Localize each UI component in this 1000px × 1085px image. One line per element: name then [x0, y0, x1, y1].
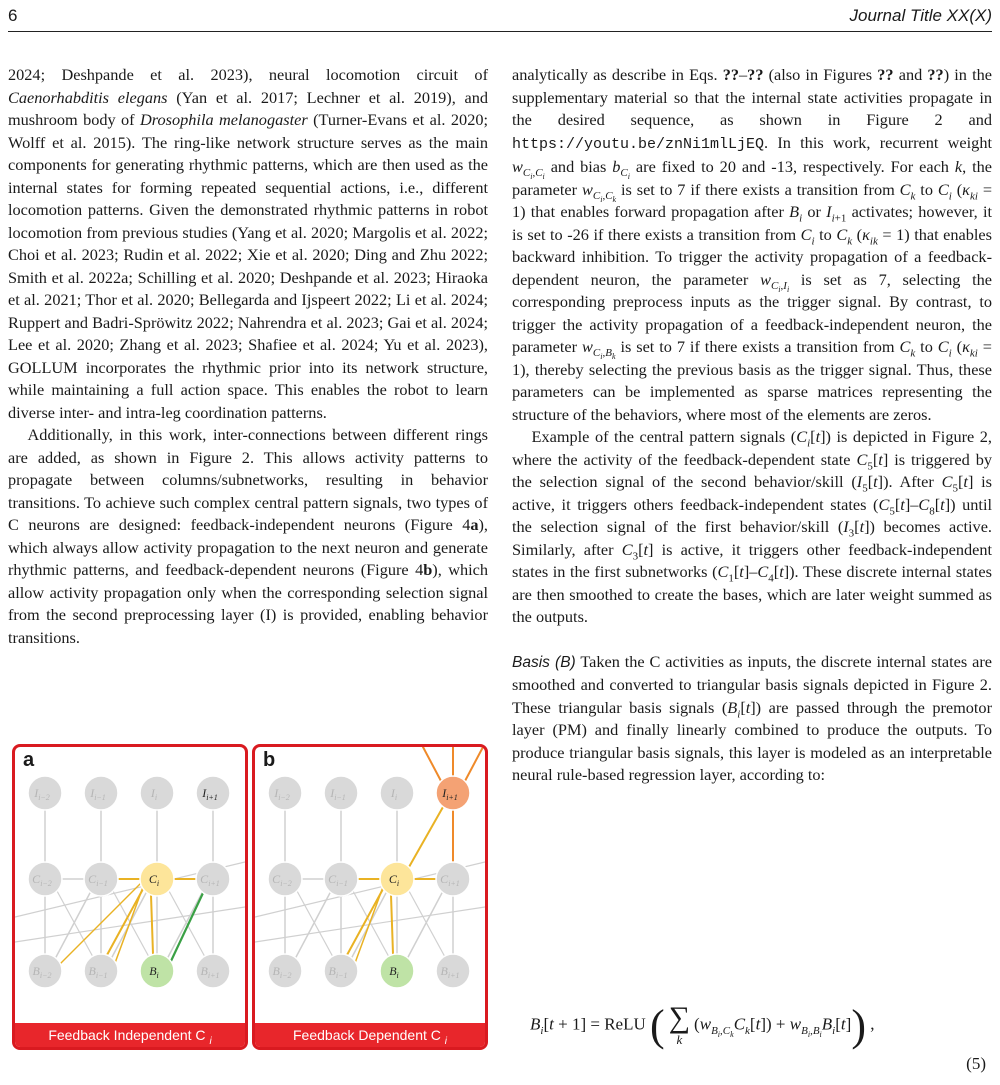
node-b — [140, 954, 174, 988]
panel-label-a: a — [23, 749, 35, 771]
link-c-b-diag — [297, 891, 333, 957]
link-b-c — [167, 891, 203, 959]
node-c — [84, 862, 118, 896]
node-i — [196, 776, 230, 810]
panel-feedback-independent — [12, 744, 248, 1050]
svg-text:Bi−2: $B_{i-2}$ — [272, 964, 292, 980]
link-orange — [423, 747, 441, 781]
svg-text:Bi−1: $B_{i-1}$ — [328, 964, 348, 980]
node-c — [268, 862, 302, 896]
node-i — [28, 776, 62, 810]
node-b — [28, 954, 62, 988]
svg-text:Bi: $B_i$ — [389, 964, 399, 980]
node-c — [140, 862, 174, 896]
svg-text:Ii: $I_i$ — [390, 786, 398, 802]
node-c — [196, 862, 230, 896]
svg-text:Ci−1: $C_{i-1}$ — [88, 872, 108, 888]
svg-text:Ii−2: $I_{i-2}$ — [274, 786, 290, 802]
link-highlight — [347, 889, 383, 955]
svg-text:Ci: $C_i$ — [388, 872, 400, 888]
journal-title: Journal Title XX(X) — [849, 6, 992, 25]
svg-text:Bi: $B_i$ — [149, 964, 159, 980]
svg-text:Ii−1: $I_{i-1}$ — [330, 786, 346, 802]
link-c-b-diag — [409, 891, 445, 957]
node-c — [380, 862, 414, 896]
svg-text:Ci−2: $C_{i-2}$ — [272, 872, 292, 888]
link-highlight — [391, 895, 393, 954]
link-b-c — [55, 891, 91, 959]
node-i — [140, 776, 174, 810]
node-b — [268, 954, 302, 988]
svg-text:Ii+1: $I_{i+1}$ — [202, 786, 218, 802]
equation-5 — [512, 986, 992, 1076]
section-heading-basis: Basis (B) — [512, 653, 576, 671]
svg-text:Bi−2: $B_{i-2}$ — [32, 964, 52, 980]
node-i — [380, 776, 414, 810]
link-highlight — [409, 807, 443, 867]
link-orange — [465, 747, 483, 781]
svg-text:Bi+1: $B_{i+1}$ — [440, 964, 460, 980]
node-i — [324, 776, 358, 810]
right-column — [512, 64, 992, 787]
caption-b-sub: i — [444, 1035, 447, 1047]
node-b — [196, 954, 230, 988]
page-header — [8, 2, 992, 30]
right-paragraph-2: Example of the central pattern signals $(C_i[t])$ is depicted in Figure 2, where the activity of the feedback-dependent state $C_5[t]$ is triggered by the selection signal of the second behavior/skill $(I_5[t])$. After $C_5[t]$ is active, it triggers others feedback-independent states $(C_5[t]-C_8[t])$ until the selection signal of the first behavior/skill $(I_3[t])$ becomes active. Similarly, after $C_3[t]$ is active, it triggers other feedback-independent states in the first subnetworks $(C_1[t]-C_4[t])$. These discrete internal states are then smoothed to create the bases, which are later weight summed as the outputs. — [512, 427, 993, 626]
caption-a-sub: i — [209, 1035, 212, 1047]
figure-4 — [8, 744, 488, 1048]
node-b — [324, 954, 358, 988]
right-paragraph-1: analytically as describe in Eqs. ??–?? (also in Figures ?? and ??) in the supplementary material so that the internal state activities propagate in the desired sequence, as shown in Figure 2 and https://youtu.be/znNi1mlLjEQ. In this work, recurrent weight $w_{C_i,C_i}$ and bias $b_{C_i}$ are fixed to 20 and -13, respectively. For each k, the parameter $w_{C_i,C_k}$ is set to 7 if there exists a transition from $C_k$ to $C_i$ $(\kappa_{ki} = 1)$ that enables forward propagation after $B_i$ or $I_{i+1}$ activates; however, it is set to -26 if there exists a transition from $C_i$ to $C_k$ $(\kappa_{ik} = 1)$ that enables backward inhibition. To trigger the activity propagation of a feedback-dependent neuron, the parameter $w_{C_i,I_i}$ is set as 7, selecting the corresponding preprocess inputs as the trigger signal. By contrast, to trigger the activity propagation of a feedback-independent neuron, the parameter $w_{C_i,B_k}$ is set to 7 if there exists a transition from $C_k$ to $C_i$ $(\kappa_{ki} = 1)$, thereby selecting the previous basis as the trigger signal. Thus, these parameters can be implemented as sparse matrices representing the structure of the behaviors, where most of the elements are zeros. — [512, 65, 992, 424]
link-c-b-diag — [57, 891, 93, 957]
svg-text:Bi+1: $B_{i+1}$ — [200, 964, 220, 980]
svg-text:Ci−1: $C_{i-1}$ — [328, 872, 348, 888]
node-i — [268, 776, 302, 810]
node-c — [436, 862, 470, 896]
svg-text:Bi−1: $B_{i-1}$ — [88, 964, 108, 980]
link-highlight — [355, 887, 383, 963]
node-c — [324, 862, 358, 896]
svg-text:Ci+1: $C_{i+1}$ — [200, 872, 220, 888]
node-b — [436, 954, 470, 988]
link-highlight — [151, 895, 153, 954]
node-i — [84, 776, 118, 810]
panel-caption-b: Feedback Dependent C $_i$ — [255, 1023, 485, 1047]
svg-text:Ci−2: $C_{i-2}$ — [32, 872, 52, 888]
left-paragraph-1: 2024; Deshpande et al. 2023), neural locomotion circuit of Caenorhabditis elegans (Yan et al. 2017; Lechner et al. 2019), and mushroom body of Drosophila melanogaster (Turner-Evans et al. 2020; Wolff et al. 2015). The ring-like network structure serves as the main components for generating rhythmic patterns, which are then used as the internal states for forming repeated sequential actions, i.e., different locomotion patterns. Given the demonstrated rhythmic patterns in robot locomotion from previous studies (Yang et al. 2020; Margolis et al. 2022; Choi et al. 2023; Rudin et al. 2022; Xie et al. 2020; Ding and Zhu 2022; Smith et al. 2022a; Schilling et al. 2020; Deshpande et al. 2023; Hiraoka et al. 2021; Thor et al. 2020; Bellegarda and Ijspeert 2022; Li et al. 2024; Ruppert and Badri-Spröwitz 2022; Nahrendra et al. 2023; Gai et al. 2024; Lee et al. 2020; Zhang et al. 2023; Shafiee et al. 2024; Yu et al. 2023), GOLLUM incorporates the rhythmic prior into its network structure, while maintaining a full action space. This enables the robot to learn diverse inter- and intra-leg coordination patterns. — [8, 65, 489, 422]
network-diagram-b — [255, 747, 485, 1047]
equation-body: $B_i[t + 1]$ = ReLU ( ∑ k $(w_{B_i,C_k}C_k[t]) + w_{B_i,B_i}B_i[t]$) , — [530, 1000, 875, 1050]
link-b-c — [407, 891, 443, 959]
left-column — [8, 64, 488, 649]
link-b-c — [295, 891, 331, 959]
svg-text:Ii−2: $I_{i-2}$ — [34, 786, 50, 802]
svg-text:Ci: $C_i$ — [148, 872, 160, 888]
svg-text:Ii: $I_i$ — [150, 786, 158, 802]
node-c — [28, 862, 62, 896]
video-url[interactable]: https://youtu.be/znNi1mlLjEQ — [512, 135, 765, 153]
node-i — [436, 776, 470, 810]
node-b — [84, 954, 118, 988]
svg-text:Ii+1: $I_{i+1}$ — [442, 786, 458, 802]
left-paragraph-2: Additionally, in this work, inter-connections between different rings are added, as shown in Figure 2. This allows activity patterns to propagate between columns/subnetworks, resulting in behavior transitions. To achieve such complex central pattern signals, two types of C neurons are designed: feedback-independent neurons (Figure 4a), which always allow activity propagation to the next neuron and generate rhythmic patterns, and feedback-dependent neurons (Figure 4b), which allow activity propagation only when the corresponding selection signal from the second preprocessing layer (I) is provided, enabling behavior transitions. — [8, 425, 488, 647]
panel-caption-a: Feedback Independent C $_i$ — [15, 1023, 245, 1047]
network-diagram-a — [15, 747, 245, 1047]
equation-number: (5) — [966, 1054, 986, 1073]
right-paragraph-3: Basis (B) Taken the C activities as inputs, the discrete internal states are smoothed and converted to triangular basis signals depicted in Figure 2. These triangular basis signals $(B_i[t])$ are passed through the premotor layer (PM) and finally linearly combined to produce the outputs. To produce triangular basis signals, this layer is modeled as an interpretable neural rule-based regression layer, according to: — [512, 651, 993, 784]
panel-label-b: b — [263, 749, 276, 771]
svg-text:Ii−1: $I_{i-1}$ — [90, 786, 106, 802]
svg-text:Ci+1: $C_{i+1}$ — [440, 872, 460, 888]
panel-feedback-dependent — [252, 744, 488, 1050]
link-highlight — [115, 887, 143, 963]
header-rule — [8, 31, 992, 32]
node-b — [380, 954, 414, 988]
page-number: 6 — [8, 6, 18, 25]
